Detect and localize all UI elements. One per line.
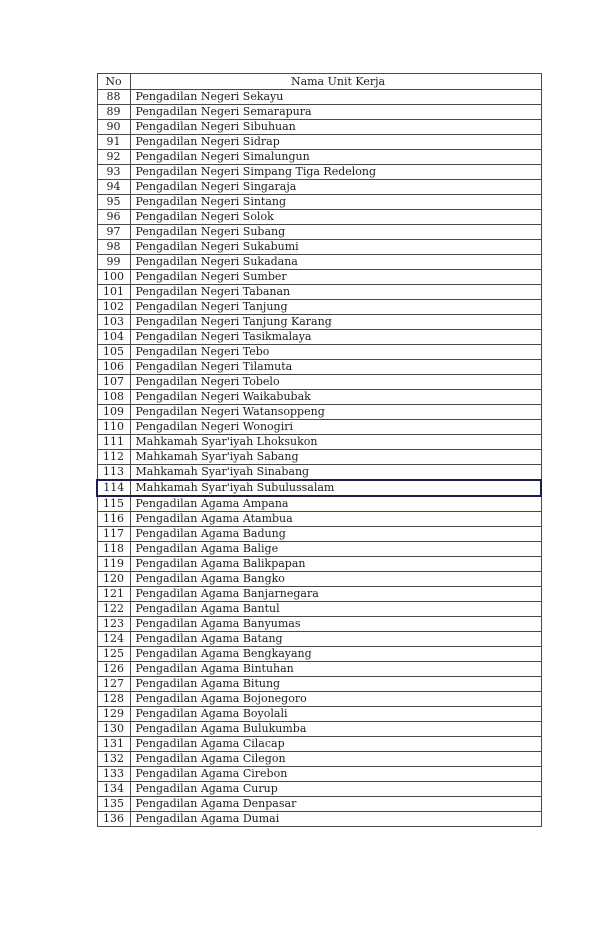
row-number: 125 [97, 647, 130, 662]
row-number: 130 [97, 722, 130, 737]
unit-name: Pengadilan Agama Badung [130, 527, 541, 542]
row-number: 114 [97, 480, 130, 496]
table-row [97, 767, 541, 782]
row-number: 107 [97, 375, 130, 390]
unit-name: Pengadilan Negeri Waikabubak [130, 390, 541, 405]
table-row [97, 300, 541, 315]
row-number: 131 [97, 737, 130, 752]
row-number: 103 [97, 315, 130, 330]
row-number: 119 [97, 557, 130, 572]
row-number: 122 [97, 602, 130, 617]
table-row [97, 662, 541, 677]
unit-name: Pengadilan Agama Dumai [130, 812, 541, 827]
unit-name: Pengadilan Agama Cirebon [130, 767, 541, 782]
row-number: 118 [97, 542, 130, 557]
unit-name: Pengadilan Negeri Sukabumi [130, 240, 541, 255]
table-row [97, 255, 541, 270]
row-number: 108 [97, 390, 130, 405]
table-row [97, 450, 541, 465]
row-number: 91 [97, 135, 130, 150]
unit-name: Pengadilan Negeri Sukadana [130, 255, 541, 270]
unit-name: Pengadilan Agama Bengkayang [130, 647, 541, 662]
row-number: 106 [97, 360, 130, 375]
unit-name: Pengadilan Agama Banjarnegara [130, 587, 541, 602]
column-header-name: Nama Unit Kerja [130, 74, 541, 90]
row-number: 111 [97, 435, 130, 450]
row-number: 116 [97, 512, 130, 527]
table-row [97, 602, 541, 617]
row-number: 128 [97, 692, 130, 707]
unit-name: Pengadilan Negeri Tanjung Karang [130, 315, 541, 330]
unit-name: Pengadilan Agama Cilacap [130, 737, 541, 752]
table-row [97, 135, 541, 150]
table-row [97, 90, 541, 105]
unit-name: Pengadilan Negeri Semarapura [130, 105, 541, 120]
row-number: 92 [97, 150, 130, 165]
unit-name: Pengadilan Negeri Tebo [130, 345, 541, 360]
unit-name: Pengadilan Negeri Solok [130, 210, 541, 225]
unit-name: Pengadilan Agama Banyumas [130, 617, 541, 632]
table-row [97, 165, 541, 180]
table-row [97, 150, 541, 165]
row-number: 132 [97, 752, 130, 767]
table-row [97, 752, 541, 767]
unit-name: Pengadilan Agama Bojonegoro [130, 692, 541, 707]
table-row [97, 465, 541, 481]
row-number: 95 [97, 195, 130, 210]
row-number: 120 [97, 572, 130, 587]
unit-name: Pengadilan Negeri Tobelo [130, 375, 541, 390]
table-row [97, 480, 541, 496]
unit-name: Pengadilan Negeri Sumber [130, 270, 541, 285]
row-number: 109 [97, 405, 130, 420]
unit-name: Pengadilan Agama Curup [130, 782, 541, 797]
row-number: 97 [97, 225, 130, 240]
row-number: 136 [97, 812, 130, 827]
unit-name: Pengadilan Negeri Simpang Tiga Redelong [130, 165, 541, 180]
table-row [97, 572, 541, 587]
table-row [97, 632, 541, 647]
row-number: 98 [97, 240, 130, 255]
unit-name: Pengadilan Negeri Wonogiri [130, 420, 541, 435]
row-number: 96 [97, 210, 130, 225]
unit-name: Pengadilan Negeri Sibuhuan [130, 120, 541, 135]
row-number: 89 [97, 105, 130, 120]
table-row [97, 496, 541, 512]
table-row [97, 737, 541, 752]
unit-name: Mahkamah Syar'iyah Subulussalam [130, 480, 541, 496]
unit-name: Pengadilan Agama Bangko [130, 572, 541, 587]
table-row [97, 812, 541, 827]
table-row [97, 105, 541, 120]
table-row [97, 195, 541, 210]
table-row [97, 435, 541, 450]
table-row [97, 527, 541, 542]
table-row [97, 617, 541, 632]
row-number: 134 [97, 782, 130, 797]
row-number: 104 [97, 330, 130, 345]
unit-name: Pengadilan Negeri Tabanan [130, 285, 541, 300]
table-row [97, 677, 541, 692]
row-number: 124 [97, 632, 130, 647]
unit-name: Pengadilan Negeri Tilamuta [130, 360, 541, 375]
table-row [97, 285, 541, 300]
table-body [97, 90, 541, 827]
table-row [97, 420, 541, 435]
unit-name: Pengadilan Negeri Watansoppeng [130, 405, 541, 420]
column-header-no: No [97, 74, 130, 90]
unit-name: Pengadilan Negeri Tanjung [130, 300, 541, 315]
table-row [97, 315, 541, 330]
table-row [97, 120, 541, 135]
unit-name: Pengadilan Negeri Tasikmalaya [130, 330, 541, 345]
row-number: 88 [97, 90, 130, 105]
table-row [97, 360, 541, 375]
row-number: 135 [97, 797, 130, 812]
row-number: 127 [97, 677, 130, 692]
table-row [97, 390, 541, 405]
unit-name: Pengadilan Agama Cilegon [130, 752, 541, 767]
unit-name: Pengadilan Agama Bantul [130, 602, 541, 617]
row-number: 113 [97, 465, 130, 481]
row-number: 112 [97, 450, 130, 465]
row-number: 115 [97, 496, 130, 512]
table-row [97, 512, 541, 527]
row-number: 123 [97, 617, 130, 632]
unit-name: Pengadilan Negeri Sekayu [130, 90, 541, 105]
table-row [97, 587, 541, 602]
table-row [97, 542, 541, 557]
unit-name: Pengadilan Agama Boyolali [130, 707, 541, 722]
row-number: 94 [97, 180, 130, 195]
table-row [97, 210, 541, 225]
row-number: 93 [97, 165, 130, 180]
table-row [97, 692, 541, 707]
unit-name: Pengadilan Agama Atambua [130, 512, 541, 527]
row-number: 126 [97, 662, 130, 677]
row-number: 105 [97, 345, 130, 360]
unit-name: Pengadilan Agama Ampana [130, 496, 541, 512]
row-number: 102 [97, 300, 130, 315]
table-row [97, 405, 541, 420]
table-header-row [97, 74, 541, 90]
unit-name: Pengadilan Negeri Subang [130, 225, 541, 240]
row-number: 133 [97, 767, 130, 782]
unit-kerja-table [96, 73, 542, 827]
row-number: 99 [97, 255, 130, 270]
table-row [97, 180, 541, 195]
row-number: 90 [97, 120, 130, 135]
unit-name: Pengadilan Agama Bulukumba [130, 722, 541, 737]
unit-name: Pengadilan Agama Bintuhan [130, 662, 541, 677]
unit-name: Pengadilan Agama Balige [130, 542, 541, 557]
table-row [97, 225, 541, 240]
unit-name: Pengadilan Agama Bitung [130, 677, 541, 692]
table-row [97, 375, 541, 390]
table-row [97, 782, 541, 797]
row-number: 100 [97, 270, 130, 285]
unit-name: Pengadilan Agama Balikpapan [130, 557, 541, 572]
table-row [97, 330, 541, 345]
table-row [97, 240, 541, 255]
table-row [97, 557, 541, 572]
unit-name: Pengadilan Agama Batang [130, 632, 541, 647]
table-row [97, 707, 541, 722]
table-row [97, 345, 541, 360]
table-row [97, 647, 541, 662]
table-row [97, 722, 541, 737]
unit-name: Mahkamah Syar'iyah Lhoksukon [130, 435, 541, 450]
row-number: 101 [97, 285, 130, 300]
row-number: 129 [97, 707, 130, 722]
unit-name: Pengadilan Agama Denpasar [130, 797, 541, 812]
unit-name: Pengadilan Negeri Simalungun [130, 150, 541, 165]
unit-name: Mahkamah Syar'iyah Sinabang [130, 465, 541, 481]
table-row [97, 270, 541, 285]
unit-name: Pengadilan Negeri Sidrap [130, 135, 541, 150]
unit-name: Mahkamah Syar'iyah Sabang [130, 450, 541, 465]
row-number: 117 [97, 527, 130, 542]
row-number: 121 [97, 587, 130, 602]
row-number: 110 [97, 420, 130, 435]
table-row [97, 797, 541, 812]
unit-name: Pengadilan Negeri Sintang [130, 195, 541, 210]
unit-name: Pengadilan Negeri Singaraja [130, 180, 541, 195]
